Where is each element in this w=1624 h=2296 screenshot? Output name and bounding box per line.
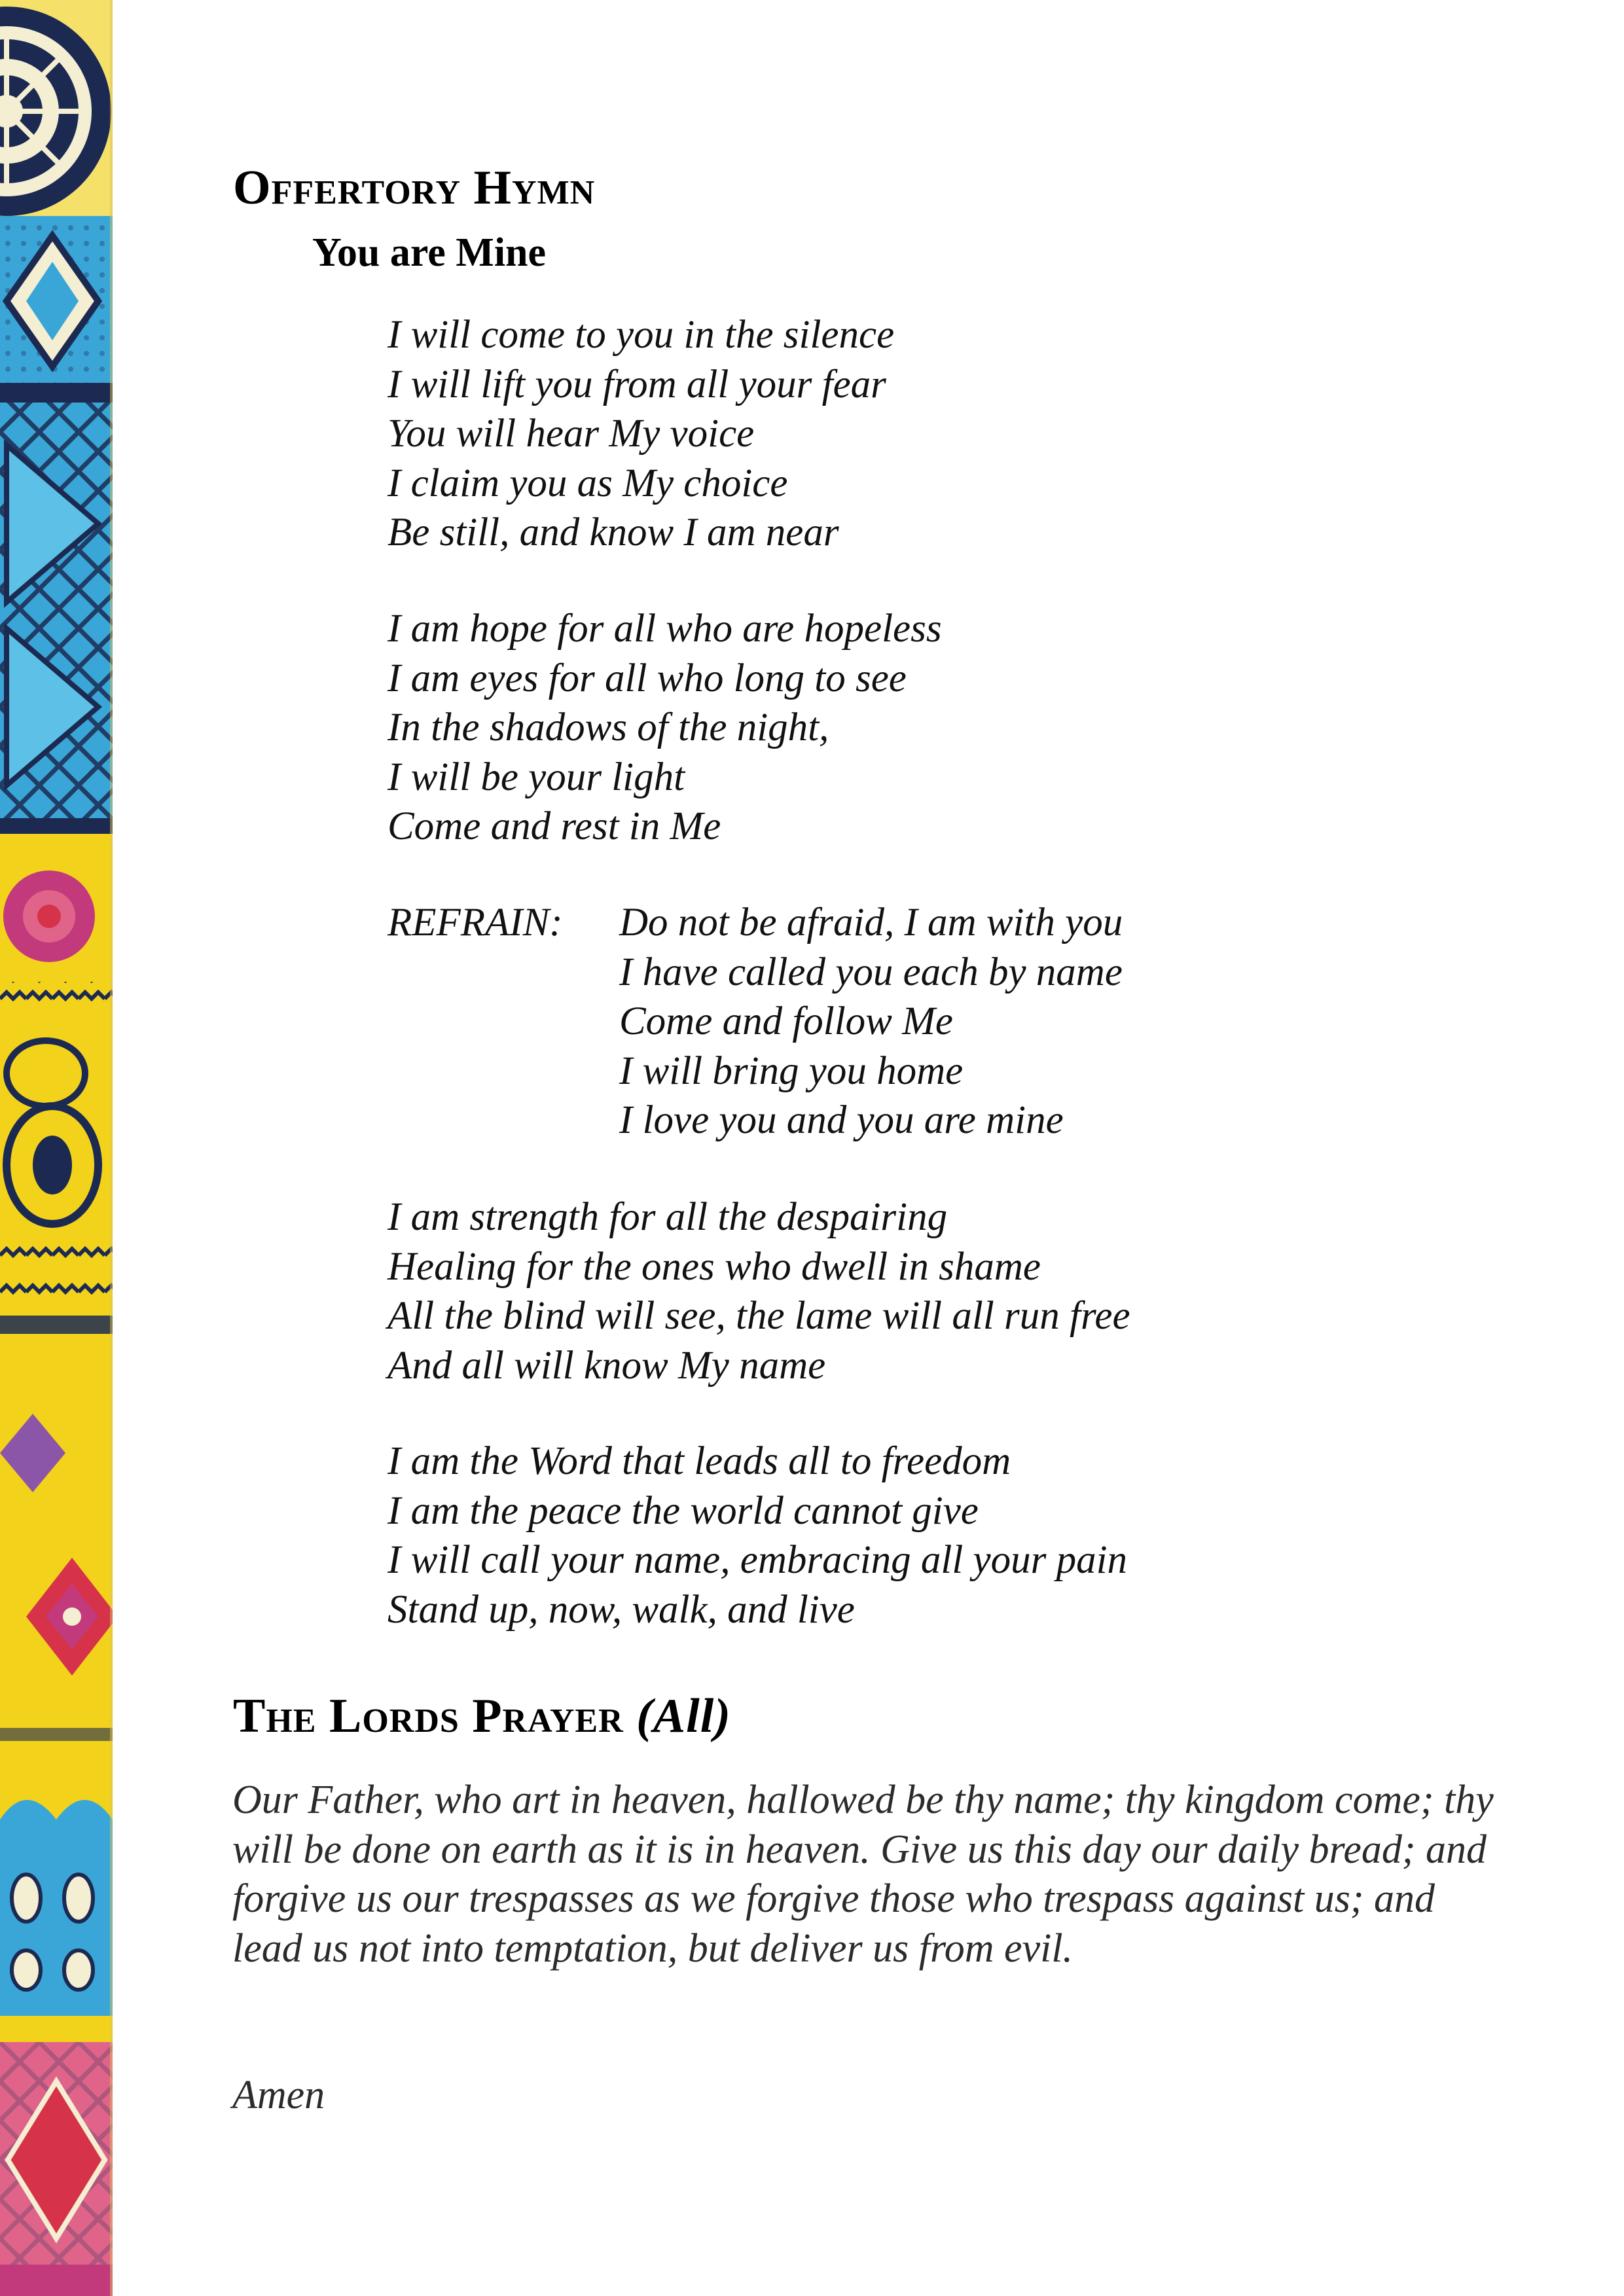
lords-prayer-heading: The Lords Prayer (All)	[233, 1689, 731, 1743]
verse-line: I will be your light	[388, 755, 685, 799]
verse-3	[388, 1193, 1130, 1390]
refrain-line: Do not be afraid, I am with you	[619, 901, 1123, 944]
verse-line: I claim you as My choice	[388, 461, 788, 505]
lords-prayer-text: Our Father, who art in heaven, hallowed be thy name; thy kingdom come; thy will be done on earth as it is in heaven. Give us this day our daily bread; and forgive us our trespasses as we forgive those who trespass against us; and lead us not into temptation, but deliver us from evil.	[232, 1778, 1494, 1971]
refrain-line: I love you and you are mine	[619, 1098, 1064, 1142]
verse-line: I will come to you in the silence	[388, 313, 895, 357]
refrain-label: REFRAIN:	[388, 901, 563, 944]
verse-line: I am the peace the world cannot give	[388, 1488, 979, 1533]
verse-1	[388, 310, 894, 558]
lords-prayer-note: (All)	[636, 1689, 731, 1743]
verse-line: You will hear My voice	[388, 412, 755, 456]
verse-2	[388, 604, 942, 852]
verse-line: Come and rest in Me	[388, 804, 721, 848]
verse-line: I am hope for all who are hopeless	[388, 607, 942, 651]
refrain-line: I have called you each by name	[619, 950, 1123, 994]
verse-line: I am the Word that leads all to freedom	[388, 1439, 1011, 1483]
verse-4	[388, 1437, 1127, 1634]
refrain	[619, 898, 1123, 1145]
verse-line: I am strength for all the despairing	[388, 1195, 948, 1239]
refrain-line: I will bring you home	[619, 1049, 964, 1093]
verse-line: Stand up, now, walk, and live	[388, 1587, 855, 1632]
verse-line: I will lift you from all your fear	[388, 362, 886, 406]
verse-line: Be still, and know I am near	[388, 511, 839, 554]
verse-line: I am eyes for all who long to see	[388, 656, 907, 700]
verse-line: Healing for the ones who dwell in shame	[388, 1244, 1041, 1289]
amen: Amen	[232, 2073, 325, 2117]
verse-line: In the shadows of the night,	[388, 706, 829, 749]
verse-line: And all will know My name	[388, 1343, 826, 1388]
offertory-hymn-heading: Offertory Hymn	[233, 161, 596, 215]
hymn-title: You are Mine	[312, 230, 547, 275]
verse-line: All the blind will see, the lame will all run free	[388, 1294, 1130, 1338]
verse-line: I will call your name, embracing all your pain	[388, 1538, 1128, 1582]
refrain-line: Come and follow Me	[619, 999, 953, 1043]
